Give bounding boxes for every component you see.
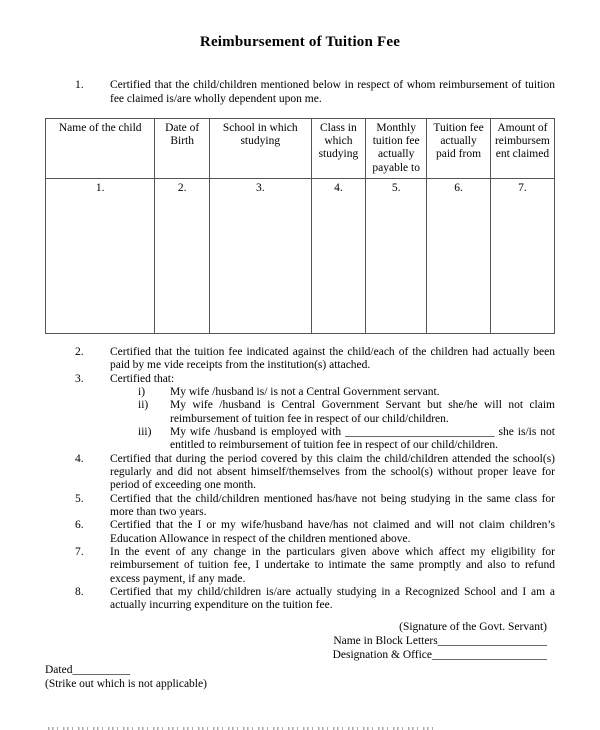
table-header-fee-paid-from: Tuition fee actually paid from (427, 119, 491, 179)
sub-item-iii (110, 426, 555, 453)
item-text: Certified that the I or my wife/husband have/has not claimed and will not claim children’s Education Allowance in respect of the children mentioned above. (110, 519, 555, 545)
footer-left-block (45, 664, 555, 692)
item-number: 2. (75, 345, 84, 358)
item-number: 7. (75, 545, 84, 558)
table-cell-col-5: 5. (366, 178, 427, 333)
sub-item-text: My wife /husband is employed with __________________________ she is/is not entitled to reimbursement of tuition fee in respect of our child/children. (170, 425, 555, 452)
children-details-table (45, 118, 555, 334)
table-header-class: Class in which studying (311, 119, 365, 179)
item-text: Certified that my child/children is/are actually studying in a Recognized School and I am a actually incurring expenditure on the tuition fee. (110, 585, 555, 612)
page-title: Reimbursement of Tuition Fee (199, 34, 401, 50)
item-text: Certified that during the period covered by this claim the child/children attended the school(s) regularly and did not absent himself/themselves from the school(s) without proper leave for period of exceeding one month. (110, 452, 555, 492)
item-text: Certified that: (110, 372, 175, 385)
table-cell-col-7: 7. (490, 178, 554, 333)
sub-item-i (110, 386, 555, 399)
item-text: Certified that the child/children mentioned has/have not being studying in the same class for more than two years. (110, 492, 555, 518)
certification-item-8 (45, 586, 555, 613)
certification-item-7 (45, 546, 555, 586)
item-number: 8. (75, 585, 84, 598)
sub-item-text: My wife /husband is Central Government Servant but she/he will not claim reimbursement of tuition fee in respect of our child/children. (170, 399, 555, 425)
certification-item-6 (45, 519, 555, 546)
sub-item-text: My wife /husband is/ is not a Central Government servant. (170, 385, 440, 398)
table-cell-col-3: 3. (209, 178, 311, 333)
item-number: 1. (75, 79, 84, 92)
table-header-school: School in which studying (209, 119, 311, 179)
signature-block (45, 621, 555, 662)
certification-item-1 (45, 79, 555, 106)
item-number: 6. (75, 519, 84, 532)
sub-item-number: ii) (138, 399, 149, 412)
signature-caption: (Signature of the Govt. Servant) (399, 621, 547, 634)
item-number: 5. (75, 492, 84, 505)
table-header-row (46, 119, 555, 179)
table-body-row (46, 178, 555, 333)
item-text: Certified that the tuition fee indicated against the child/each of the children had actually been paid by me vide receipts from the institution(s) attached. (110, 345, 555, 372)
table-cell-col-1: 1. (46, 178, 155, 333)
table-header-name-of-child: Name of the child (46, 119, 155, 179)
sub-item-ii (110, 399, 555, 426)
item-text: Certified that the child/children mentioned below in respect of whom reimbursement of tuition fee claimed is/are wholly dependent upon me. (110, 79, 555, 105)
certification-item-4 (45, 453, 555, 493)
sub-item-number: i) (138, 385, 146, 398)
table-header-amount-claimed: Amount of reimbursement claimed (490, 119, 554, 179)
name-block-letters-line: Name in Block Letters___________________ (333, 635, 547, 648)
table-cell-col-2: 2. (155, 178, 209, 333)
certification-item-5 (45, 493, 555, 520)
sub-item-number: iii) (138, 425, 152, 438)
table-header-date-of-birth: Date of Birth (155, 119, 209, 179)
item-number: 4. (75, 452, 84, 465)
strike-out-note: (Strike out which is not applicable) (45, 677, 207, 690)
table-cell-col-6: 6. (427, 178, 491, 333)
table-header-monthly-fee: Monthly tuition fee actually payable to (366, 119, 427, 179)
table-cell-col-4: 4. (311, 178, 365, 333)
item-text: In the event of any change in the particulars given above which affect my eligibility for reimbursement of tuition fee, I undertake to intimate the same promptly and also to refund excess payment, if any made. (110, 545, 555, 585)
certification-item-2 (45, 346, 555, 373)
certification-item-3 (45, 373, 555, 453)
item-text-group (110, 373, 555, 453)
designation-office-line: Designation & Office____________________ (332, 648, 547, 661)
item-number: 3. (75, 372, 84, 385)
dated-line: Dated__________ (45, 664, 130, 677)
